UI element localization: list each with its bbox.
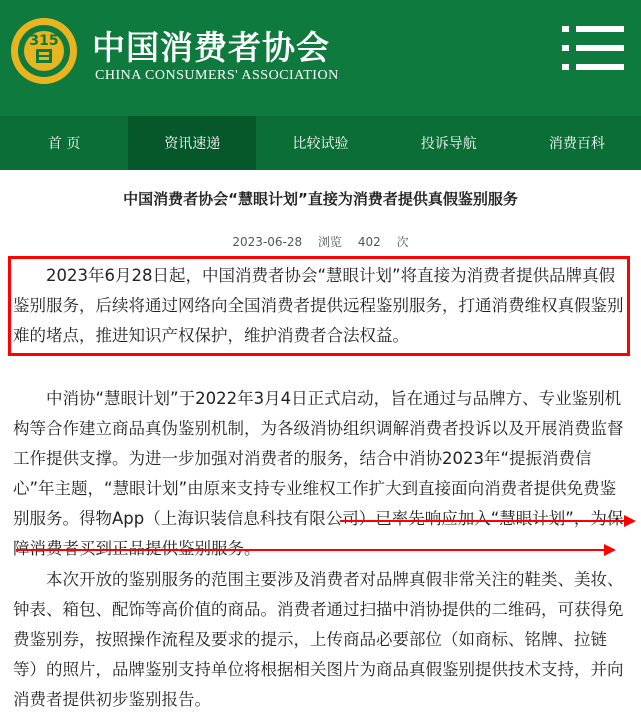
article-paragraph-3: 本次开放的鉴别服务的范围主要涉及消费者对品牌真假非常关注的鞋类、美妆、钟表、箱包、配饰等高价值的商品。消费者通过扫描中消协提供的二维码，可获得免费鉴别券，按照操作流程及要求的提示，上传商品必要部位（如商标、铭牌、拉链等）的照片，品牌鉴别支持单位将根据相关图片为商品真假鉴别提供技术支持，并向消费者提供初步鉴别报告。 [13, 570, 624, 709]
article-title: 中国消费者协会“慧眼计划”直接为消费者提供真假鉴别服务 [123, 190, 518, 208]
brand-name-en: CHINA CONSUMERS' ASSOCIATION [95, 68, 339, 83]
nav-item-consumer-encyclopedia[interactable]: 消费百科 [548, 136, 605, 152]
views-label: 浏览 [317, 235, 342, 249]
svg-text:315: 315 [29, 33, 59, 49]
nav-item-complaint-guide[interactable]: 投诉导航 [420, 136, 477, 152]
hamburger-menu-icon[interactable] [562, 22, 628, 74]
article-date: 2023-06-28 [232, 235, 303, 249]
article-meta [0, 233, 641, 250]
brand-name-cn[interactable]: 中国消费者协会 [92, 28, 330, 67]
article-paragraph-2: 中消协“慧眼计划”于2022年3月4日正式启动，旨在通过与品牌方、专业鉴别机构等合作建立商品真伪鉴别机制，为各级消协组织调解消费者投诉以及开展消费监督工作提供支撑。为进一步加强对消费者的服务，结合中消协2023年“提振消费信心”年主题，“慧眼计划”由原来支持专业维权工作扩大到直接面向消费者提供免费鉴别服务。得物App（上海识装信息科技有限公司）已率先响应加入“慧眼计划”，为保障消费者买到正品提供鉴别服务。 [13, 389, 624, 558]
views-count: 402 [357, 235, 381, 249]
nav-item-news[interactable]: 资讯速递 [128, 116, 256, 170]
article-paragraph-1: 2023年6月28日起，中国消费者协会“慧眼计划”将直接为消费者提供品牌真假鉴别服务，后续将通过网络向全国消费者提供远程鉴别服务，打通消费维权真假鉴别难的堵点，推进知识产权保护，维护消费者合法权益。 [13, 266, 624, 345]
main-nav [0, 116, 641, 170]
views-unit: 次 [396, 235, 409, 249]
cca-315-logo-icon[interactable] [9, 13, 79, 89]
site-header [0, 0, 641, 116]
nav-item-comparison-tests[interactable]: 比较试验 [292, 136, 349, 152]
nav-item-home[interactable]: 首 页 [47, 136, 81, 152]
